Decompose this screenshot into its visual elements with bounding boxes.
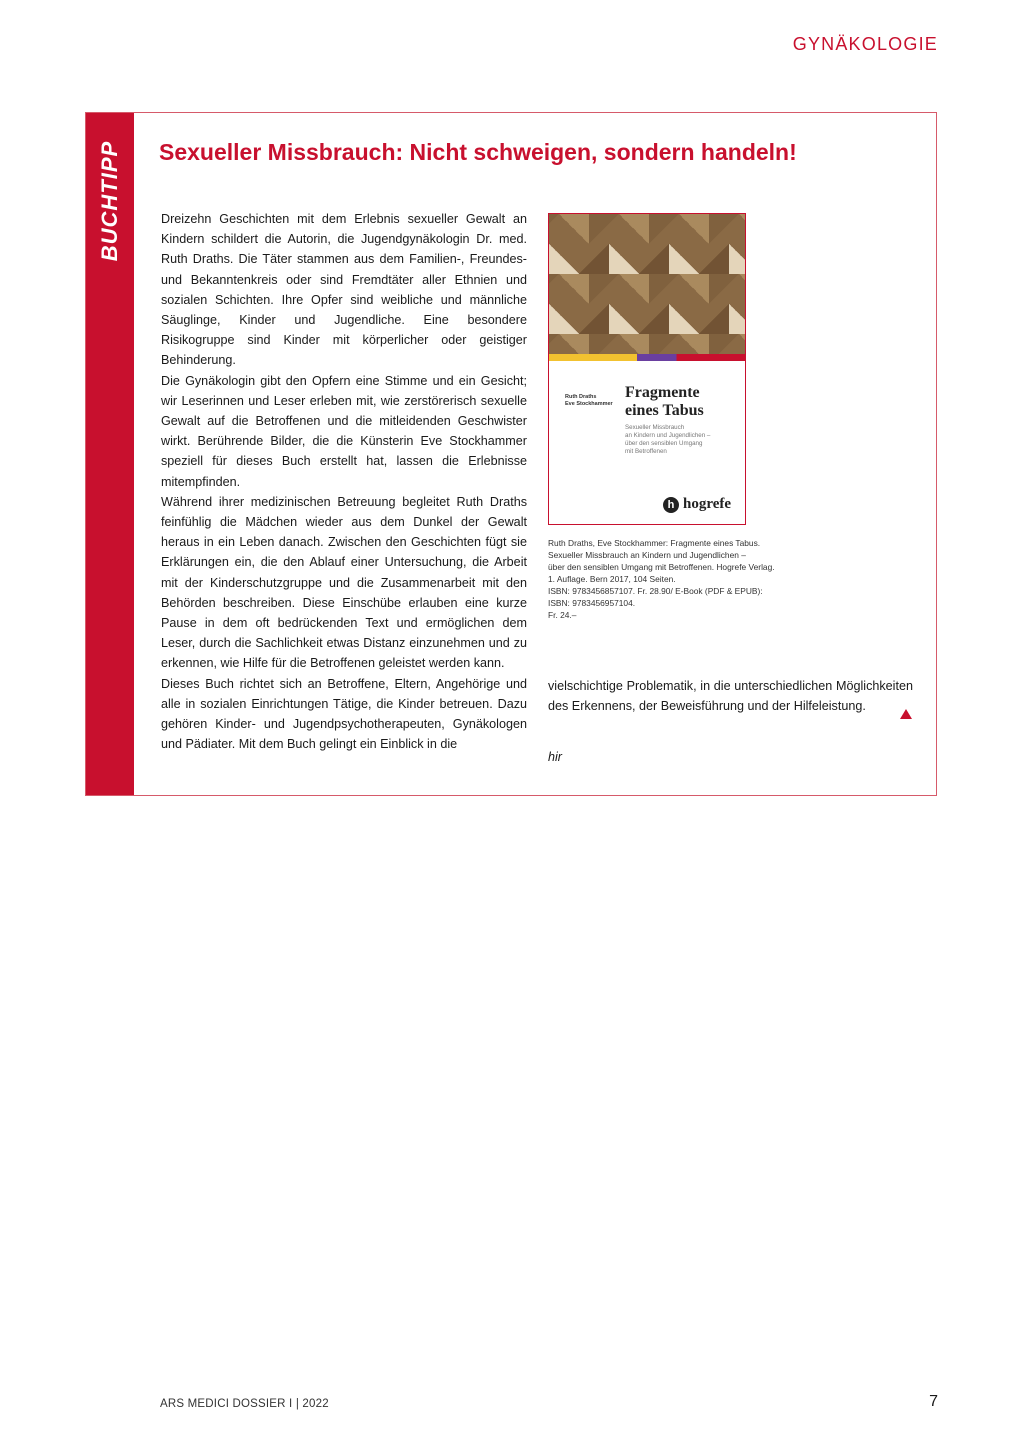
book-cover xyxy=(548,213,746,525)
caption-line: Ruth Draths, Eve Stockhammer: Fragmente eines Tabus. xyxy=(548,538,761,548)
cover-subtitle-line: an Kindern und Jugendlichen – xyxy=(625,432,711,439)
article-body-right xyxy=(548,676,913,716)
publication-footer: ARS MEDICI DOSSIER I | 2022 xyxy=(160,1398,329,1410)
paragraph-3: Während ihrer medizinischen Betreuung begleitet Ruth Draths feinfühlig die Mädchen wieder aus dem Dunkel der Gewalt heraus in ein Leben danach. Zwischen den Geschichten fügt sie Erklärungen ein, die den Ablauf einer Untersuchung, die Arbeit mit der Kinderschutzgruppe und die Zusammenarbeit mit den Behörden beschreiben. Diese Einschübe erlauben eine kurze Pause in dem oft bedrückenden Text und ermöglichen dem Leser, durch die Sachlichkeit etwas Distanz einzunehmen und zu erkennen, wie Hilfe für die Betroffenen geleistet werden kann. xyxy=(161,494,527,671)
category-label: BUCHTIPP xyxy=(97,140,122,262)
cover-title xyxy=(625,384,704,420)
caption-line: über den sensiblen Umgang mit Betroffenen. Hogrefe Verlag. xyxy=(548,562,775,572)
category-sidebar xyxy=(86,113,134,795)
book-caption xyxy=(548,537,868,621)
cover-artwork xyxy=(549,214,745,354)
cover-title-line: Fragmente xyxy=(625,384,700,401)
paragraph-4: Dieses Buch richtet sich an Betroffene, Eltern, Angehörige und alle in sozialen Einrichtungen Tätige, die Kinder betreuen. Dazu gehören Kinder- und Jugendpsychotherapeuten, Gynäkologen und Pädiater. Mit dem Buch gelingt ein Einblick in die xyxy=(161,676,527,752)
cover-author: Ruth Draths xyxy=(565,394,597,400)
caption-line: Fr. 24.– xyxy=(548,610,577,620)
caption-line: 1. Auflage. Bern 2017, 104 Seiten. xyxy=(548,574,676,584)
book-review-box xyxy=(85,112,937,796)
article-body-left xyxy=(161,209,527,754)
end-triangle-icon xyxy=(900,709,912,719)
paragraph-continuation: vielschichtige Problematik, in die unterschiedlichen Möglichkeiten des Erkennens, der Beweisführung und der Hilfeleistung. xyxy=(548,679,913,714)
publisher-logo xyxy=(663,496,731,513)
caption-line: ISBN: 9783456857107. Fr. 28.90/ E-Book (PDF & EPUB): xyxy=(548,586,763,596)
cover-subtitle-line: Sexueller Missbrauch xyxy=(625,424,685,431)
page-number: 7 xyxy=(929,1393,938,1410)
cover-subtitle-line: mit Betroffenen xyxy=(625,448,667,455)
publisher-icon: h xyxy=(663,497,679,513)
cover-authors xyxy=(565,394,613,408)
section-label: GYNÄKOLOGIE xyxy=(792,34,938,54)
cover-subtitle-line: über den sensiblen Umgang xyxy=(625,440,703,447)
paragraph-2: Die Gynäkologin gibt den Opfern eine Stimme und ein Gesicht; wir Leserinnen und Leser erleben mit, wie zerstörerisch sexuelle Gewalt auf die Betroffenen und die mitleidenden Geschwister wirkt. Berührende Bilder, die die Künsterin Eve Stockhammer speziell für dieses Buch erstellt hat, lassen die Erlebnisse mitempfinden. xyxy=(161,373,527,489)
cover-title-line: eines Tabus xyxy=(625,402,704,419)
caption-line: ISBN: 9783456957104. xyxy=(548,598,636,608)
caption-line: Sexueller Missbrauch an Kindern und Jugendlichen – xyxy=(548,550,746,560)
cover-author: Eve Stockhammer xyxy=(565,401,613,407)
cover-color-stripe xyxy=(549,354,745,361)
cover-subtitle xyxy=(625,424,710,456)
publisher-name: hogrefe xyxy=(683,496,732,512)
paragraph-1: Dreizehn Geschichten mit dem Erlebnis sexueller Gewalt an Kindern schildert die Autorin, die Jugendgynäkologin Dr. med. Ruth Draths. Die Täter stammen aus dem Familien-, Freundes- und Bekanntenkreis oder sind Fremdtäter aller Ethnien und sozialen Schichten. Ihre Opfer sind weibliche und männliche Säuglinge, Kinder und Jugendliche. Eine besondere Risikogruppe sind Kinder mit körperlicher oder geistiger Behinderung. xyxy=(161,212,527,368)
author-signature: hir xyxy=(548,750,562,764)
article-title: Sexueller Missbrauch: Nicht schweigen, sondern handeln! xyxy=(159,139,797,165)
